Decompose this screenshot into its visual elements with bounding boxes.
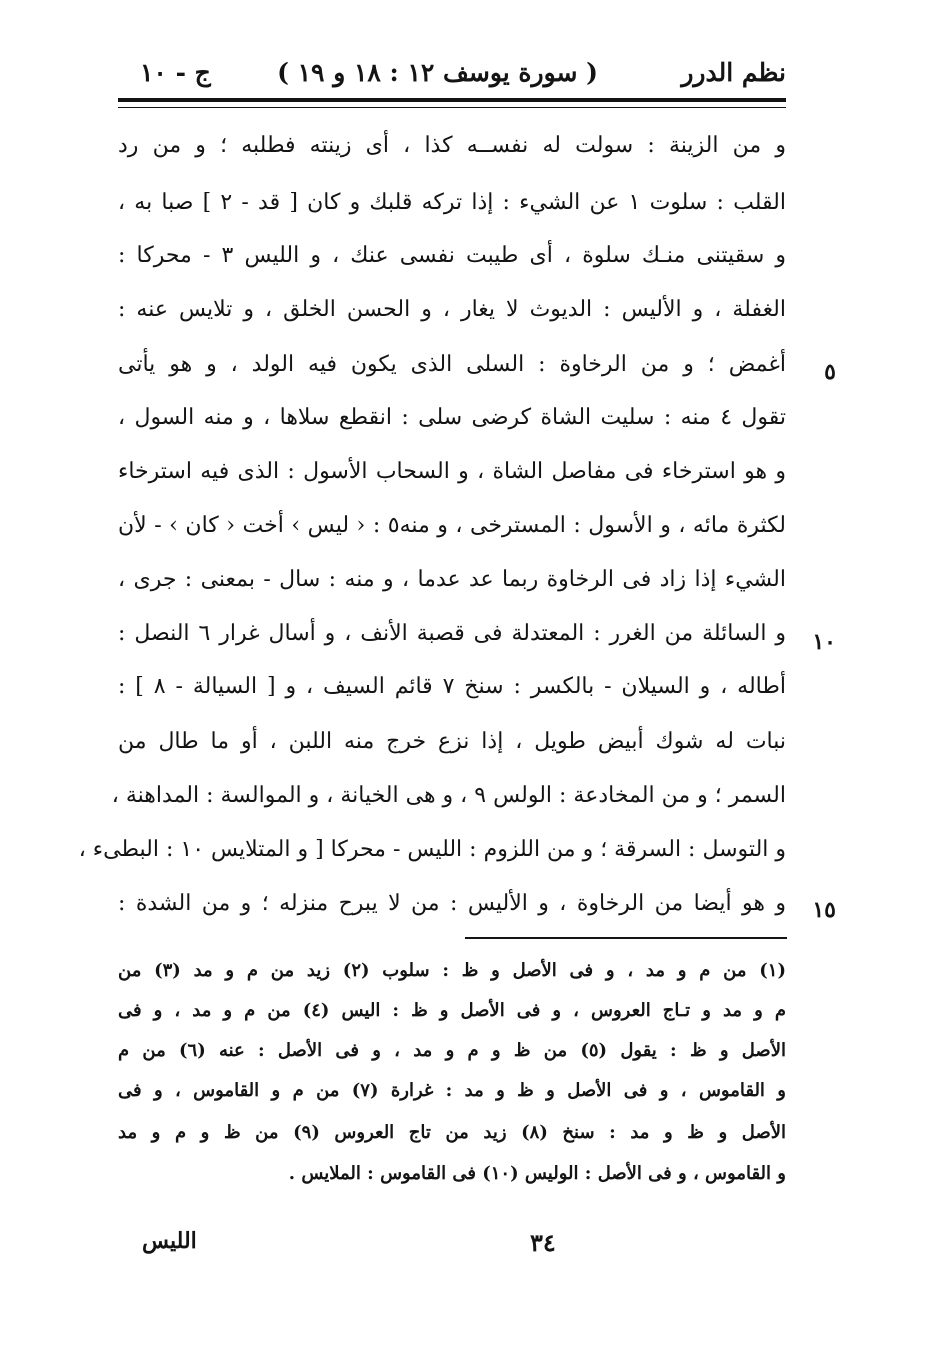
text-line: و التوسل : السرقة ؛ و من اللزوم : الليس - محركا [ و المتلايس ١٠ : البطىء ، [78, 837, 786, 862]
text-line: تقول ٤ منه : سليت الشاة كرضى سلى : انقطع سلاها ، و منه السول ، [118, 405, 786, 430]
text-line: القلب : سلوت ١ عن الشيء : إذا تركه قلبك و كان [ قد - ٢ ] صبا به ، [118, 190, 786, 215]
text-line: أطاله ، و السيلان - بالكسر : سنخ ٧ قائم السيف ، و [ السيالة - ٨ ] : [118, 674, 787, 699]
footnote-line: و القاموس ، و فى الأصل : الوليس (١٠) فى القاموس : الملايس . [288, 1163, 786, 1184]
footnote-separator [465, 937, 787, 939]
footnote-line: الأصل و ظ : يقول (٥) من ظ و م و مد ، و فى الأصل : عنه (٦) من م [118, 1040, 786, 1061]
text-line: لكثرة مائه ، و الأسول : المسترخى ، و منه٥ : ‹ ليس › أخت ‹ كان › - لأن [118, 513, 786, 538]
line-number: ١٥ [812, 897, 836, 923]
text-line: و من الزينة : سولت له نفســه كذا ، أى زينته فطلبه ؛ و من رد [118, 133, 786, 158]
header-rule-thick [118, 98, 786, 102]
running-header [118, 50, 786, 94]
footnote-line: الأصل و ظ و مد : سنخ (٨) زيد من تاج العروس (٩) من ظ و م و مد [118, 1122, 786, 1143]
catchword: الليس [142, 1228, 197, 1254]
text-line: و هو أيضا من الرخاوة ، و الأليس : من لا يبرح منزله ؛ و من الشدة : [118, 891, 786, 916]
footnote-line: (١) من م و مد ، و فى الأصل و ظ : سلوب (٢) زيد من م و مد (٣) من [118, 960, 786, 981]
page-footer [118, 1224, 786, 1264]
text-line: و سقيتنى منـك سلوة ، أى طيبت نفسى عنك ، و الليس ٣ - محركا : [118, 243, 786, 268]
volume-number: ج - ١٠ [140, 58, 211, 87]
page-number: ٣٤ [530, 1228, 556, 1257]
text-line: و هو استرخاء فى مفاصل الشاة ، و السحاب الأسول : الذى فيه استرخاء [118, 459, 786, 484]
header-rule-thin [118, 107, 786, 108]
text-line: الغفلة ، و الأليس : الديوث لا يغار ، و الحسن الخلق ، و تلايس عنه : [118, 297, 786, 322]
text-line: نبات له شوك أبيض طويل ، إذا نزع خرج منه اللبن ، أو ما طال من [118, 729, 786, 754]
text-line: الشيء إذا زاد فى الرخاوة ربما عد عدما ، و منه : سال - بمعنى : جرى ، [118, 567, 786, 592]
book-title: نظم الدرر [681, 58, 786, 87]
line-number: ١٠ [812, 629, 836, 655]
footnote-line: م و مد و تـاج العروس ، و فى الأصل و ظ : اليس (٤) من م و مد ، و فى [118, 1000, 786, 1021]
line-number: ٥ [824, 359, 836, 385]
text-line: السمر ؛ و من المخادعة : الولس ٩ ، و هى الخيانة ، و الموالسة : المداهنة ، [111, 783, 786, 808]
surah-reference: ( سورة يوسف ١٢ : ١٨ و ١٩ ) [277, 58, 598, 87]
text-line: أغمض ؛ و من الرخاوة : السلى الذى يكون فيه الولد ، و هو يأتى [118, 352, 786, 377]
footnote-line: و القاموس ، و فى الأصل و ظ و مد : غرارة (٧) من م و القاموس ، و فى [118, 1080, 786, 1101]
text-line: و السائلة من الغرر : المعتدلة فى قصبة الأنف ، و أسال غرار ٦ النصل : [118, 621, 786, 646]
